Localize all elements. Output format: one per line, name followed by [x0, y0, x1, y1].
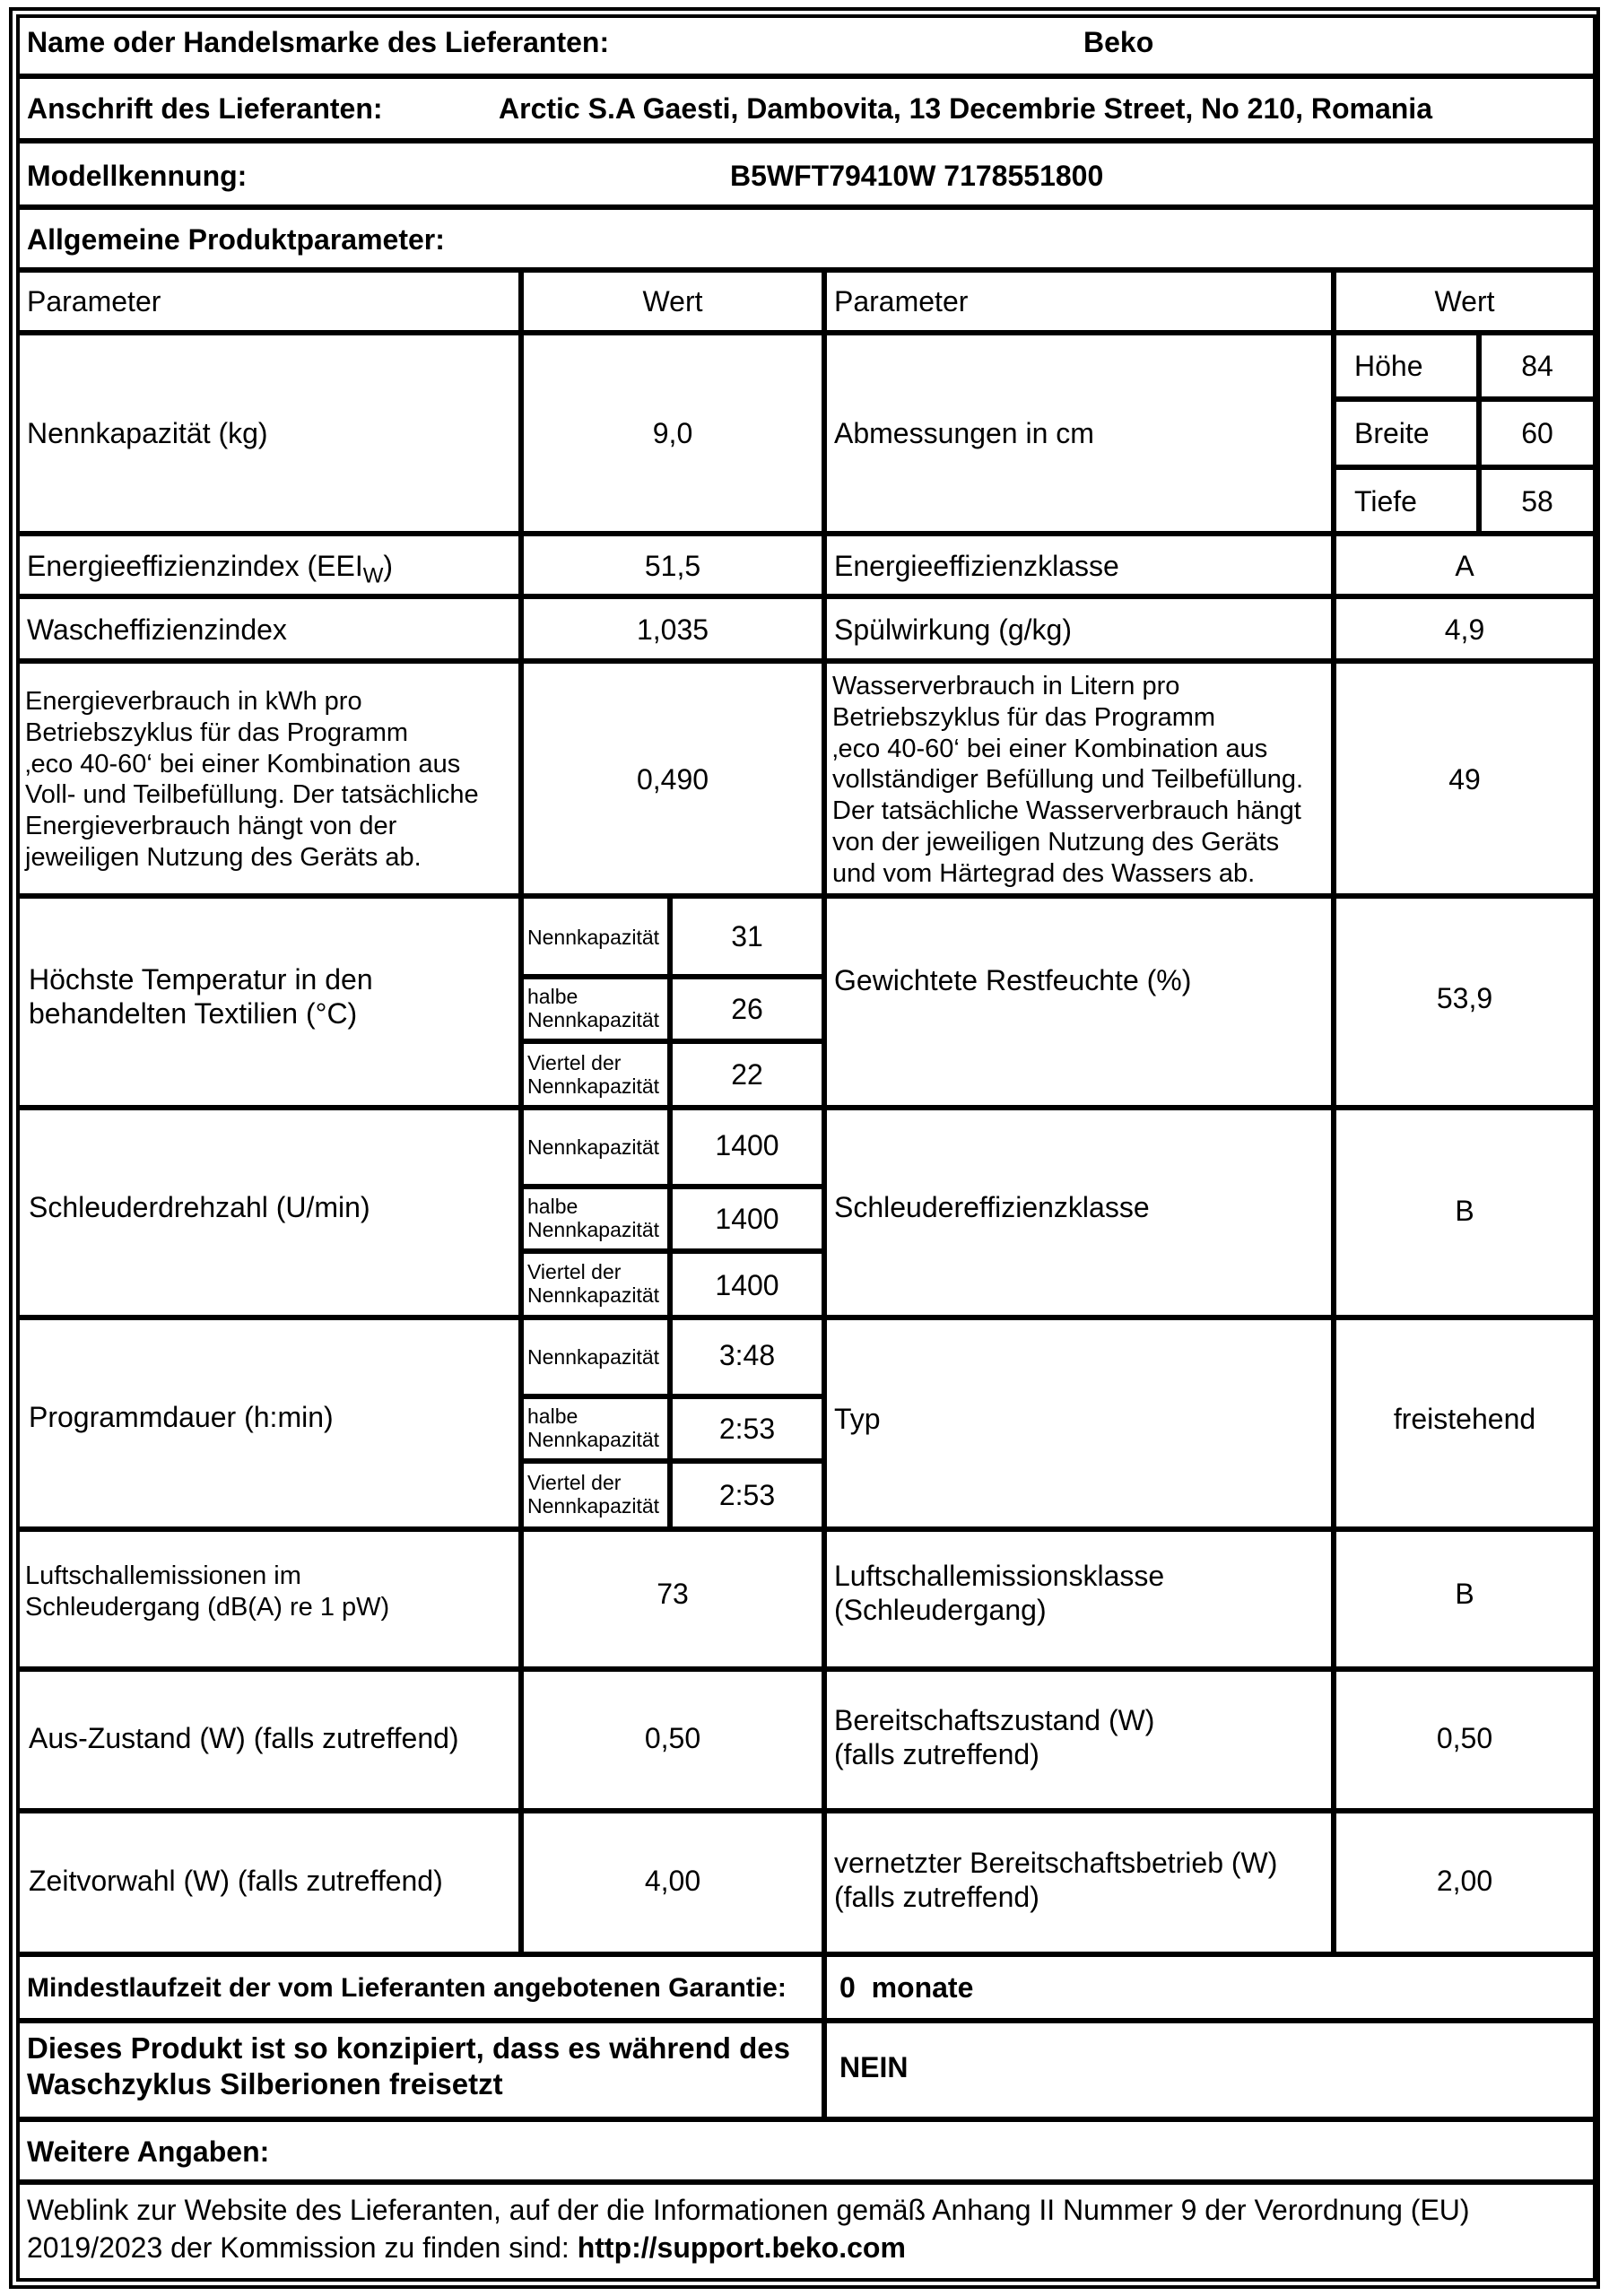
- quarter-label-line: Viertel der: [527, 1051, 622, 1074]
- wash-index-value: 1,035: [636, 613, 709, 646]
- supplier-value: Beko: [1083, 26, 1154, 58]
- delay-start-label: Zeitvorwahl (W) (falls zutreffend): [29, 1865, 443, 1897]
- warranty-label: Mindestlaufzeit der vom Lieferanten angebotenen Garantie:: [27, 1973, 787, 2003]
- weblink-text: [27, 2192, 1470, 2266]
- rinse-label: Spülwirkung (g/kg): [834, 613, 1072, 646]
- water-consumption-line: von der jeweiligen Nutzung des Geräts: [832, 827, 1280, 857]
- temperature-full-label: Nennkapazität: [527, 926, 660, 949]
- height-label: Höhe: [1354, 350, 1423, 382]
- weblink-line-text: 2019/2023 der Kommission zu finden sind:: [27, 2231, 570, 2264]
- energy-consumption-label: [25, 686, 479, 874]
- temperature-label-line: Höchste Temperatur in den: [29, 963, 373, 996]
- wash-index-label: Wascheffizienzindex: [27, 613, 287, 646]
- half-label-line: Nennkapazität: [527, 1428, 660, 1452]
- moisture-label: Gewichtete Restfeuchte (%): [834, 964, 1192, 996]
- noise-label-line: Luftschallemissionen im: [25, 1561, 301, 1590]
- standby-label-line: Bereitschaftszustand (W): [834, 1704, 1155, 1736]
- eei-value: 51,5: [644, 550, 701, 582]
- temperature-half-label: [527, 985, 659, 1032]
- temperature-label: [29, 962, 373, 1031]
- quarter-label-line: Nennkapazität: [527, 1494, 660, 1518]
- energy-consumption-line: ‚eco 40-60‘ bei einer Kombination aus: [25, 749, 461, 778]
- spin-quarter-label: [527, 1260, 659, 1308]
- col-header-param-left-text: Parameter: [27, 285, 161, 317]
- type-label-cell: [823, 1317, 1335, 1530]
- temperature-half-value: 26: [731, 993, 763, 1025]
- energy-consumption-line: Betriebszyklus für das Programm: [25, 718, 409, 747]
- eei-label-close: ): [383, 550, 394, 582]
- rinse-value: 4,9: [1444, 613, 1485, 646]
- network-standby-label-line: vernetzter Bereitschaftsbetrieb (W): [834, 1847, 1278, 1879]
- depth-value: 58: [1521, 485, 1553, 517]
- noise-class-value: B: [1455, 1578, 1474, 1610]
- temperature-quarter-label: [527, 1051, 659, 1099]
- network-standby-value: 2,00: [1436, 1865, 1493, 1897]
- water-consumption-line: Wasserverbrauch in Litern pro: [832, 672, 1180, 700]
- col-header-param-right-text: Parameter: [834, 285, 969, 317]
- noise-value: 73: [657, 1578, 689, 1610]
- spin-half-label: [527, 1195, 659, 1242]
- dimensions-label: Abmessungen in cm: [834, 417, 1094, 449]
- capacity-label: Nennkapazität (kg): [27, 417, 268, 449]
- quarter-label-line: Viertel der: [527, 1471, 622, 1494]
- energy-consumption-line: Energieverbrauch hängt von der: [25, 812, 397, 841]
- type-label: Typ: [834, 1403, 881, 1435]
- half-label-line: halbe: [527, 985, 578, 1008]
- eei-label: [27, 549, 393, 589]
- warranty-value: 0 monate: [839, 1971, 974, 2004]
- energy-consumption-line: Energieverbrauch in kWh pro: [25, 687, 362, 716]
- general-label: Allgemeine Produktparameter:: [27, 223, 445, 256]
- type-value: freistehend: [1393, 1403, 1536, 1435]
- water-consumption-line: ‚eco 40-60‘ bei einer Kombination aus: [832, 734, 1268, 763]
- noise-class-label: [834, 1559, 1164, 1628]
- half-label-line: Nennkapazität: [527, 1008, 660, 1032]
- height-value: 84: [1521, 350, 1553, 382]
- duration-label: Programmdauer (h:min): [29, 1401, 334, 1433]
- width-value: 60: [1521, 417, 1553, 449]
- quarter-label-line: Nennkapazität: [527, 1074, 660, 1099]
- spin-full-value: 1400: [715, 1129, 779, 1161]
- noise-class-label-line: (Schleudergang): [834, 1594, 1047, 1627]
- standby-label-line: (falls zutreffend): [834, 1738, 1039, 1771]
- moisture-value: 53,9: [1436, 982, 1493, 1014]
- temperature-full-value: 31: [731, 920, 763, 952]
- model-value: B5WFT79410W 7178551800: [730, 160, 1104, 192]
- energy-consumption-value: 0,490: [636, 763, 709, 796]
- half-label-line: Nennkapazität: [527, 1218, 660, 1242]
- spin-quarter-value: 1400: [715, 1269, 779, 1301]
- depth-label: Tiefe: [1354, 485, 1417, 517]
- half-label-line: halbe: [527, 1195, 578, 1218]
- standby-label: [834, 1703, 1154, 1772]
- temperature-quarter-value: 22: [731, 1058, 763, 1091]
- off-mode-value: 0,50: [644, 1722, 701, 1754]
- spin-half-value: 1400: [715, 1203, 779, 1235]
- weblink-line: [27, 2230, 1470, 2267]
- water-consumption-value: 49: [1448, 763, 1481, 796]
- energy-consumption-line: Voll- und Teilbefüllung. Der tatsächliche: [25, 780, 479, 810]
- half-label-line: halbe: [527, 1405, 578, 1428]
- spin-full-label: Nennkapazität: [527, 1135, 660, 1159]
- model-label: Modellkennung:: [27, 160, 248, 192]
- silver-value-cell: [823, 2020, 1596, 2120]
- delay-start-value: 4,00: [644, 1865, 701, 1897]
- eei-label-text: Energieeffizienzindex (EEI: [27, 550, 363, 582]
- spin-label: Schleuderdrehzahl (U/min): [29, 1191, 370, 1223]
- more-info-label: Weitere Angaben:: [27, 2135, 270, 2168]
- temperature-label-line: behandelten Textilien (°C): [29, 997, 358, 1031]
- off-mode-label: Aus-Zustand (W) (falls zutreffend): [29, 1722, 459, 1754]
- col-header-value-right-text: Wert: [1434, 285, 1495, 317]
- noise-label-line: Schleudergang (dB(A) re 1 pW): [25, 1592, 390, 1622]
- col-header-value-left-text: Wert: [642, 285, 703, 317]
- duration-quarter-value: 2:53: [718, 1479, 776, 1511]
- capacity-value: 9,0: [652, 417, 693, 449]
- weblink-line: Weblink zur Website des Lieferanten, auf der die Informationen gemäß Anhang II Nummer 9 der Verordnung (EU): [27, 2194, 1470, 2226]
- silver-label-line: Dieses Produkt ist so konzipiert, dass es während des: [27, 2031, 790, 2065]
- energy-class-label: Energieeffizienzklasse: [834, 550, 1119, 582]
- spin-class-label: Schleudereffizienzklasse: [834, 1191, 1150, 1223]
- water-consumption-line: vollständiger Befüllung und Teilbefüllung.: [832, 765, 1304, 795]
- duration-quarter-label: [527, 1471, 659, 1518]
- standby-value: 0,50: [1436, 1722, 1493, 1754]
- network-standby-label: [834, 1846, 1277, 1915]
- spin-class-value: B: [1455, 1195, 1474, 1227]
- water-consumption-line: und vom Härtegrad des Wassers ab.: [832, 858, 1256, 888]
- moisture-label-cell: [823, 895, 1335, 1109]
- supplier-label: Name oder Handelsmarke des Lieferanten:: [27, 26, 610, 58]
- energy-consumption-line: jeweiligen Nutzung des Geräts ab.: [25, 842, 422, 872]
- silver-value: NEIN: [839, 2051, 909, 2083]
- address-value: Arctic S.A Gaesti, Dambovita, 13 Decembrie Street, No 210, Romania: [499, 92, 1432, 125]
- address-label: Anschrift des Lieferanten:: [27, 92, 383, 125]
- quarter-label-line: Viertel der: [527, 1260, 622, 1283]
- silver-label-line: Waschzyklus Silberionen freisetzt: [27, 2066, 503, 2100]
- quarter-label-line: Nennkapazität: [527, 1283, 660, 1308]
- noise-class-label-line: Luftschallemissionsklasse: [834, 1560, 1165, 1592]
- energy-class-value: A: [1455, 550, 1474, 582]
- network-standby-label-line: (falls zutreffend): [834, 1881, 1039, 1914]
- duration-half-value: 2:53: [718, 1413, 776, 1445]
- silver-label: [27, 2031, 790, 2101]
- width-label: Breite: [1354, 417, 1430, 449]
- duration-full-label: Nennkapazität: [527, 1345, 660, 1369]
- eei-label-sub: W: [362, 563, 384, 588]
- water-consumption-line: Betriebszyklus für das Programm: [832, 702, 1216, 732]
- duration-full-value: 3:48: [718, 1339, 776, 1371]
- water-consumption-label: [832, 671, 1303, 890]
- weblink-url[interactable]: http://support.beko.com: [577, 2231, 906, 2264]
- noise-label: [25, 1561, 389, 1623]
- duration-half-label: [527, 1405, 659, 1452]
- water-consumption-line: Der tatsächliche Wasserverbrauch hängt: [832, 796, 1301, 826]
